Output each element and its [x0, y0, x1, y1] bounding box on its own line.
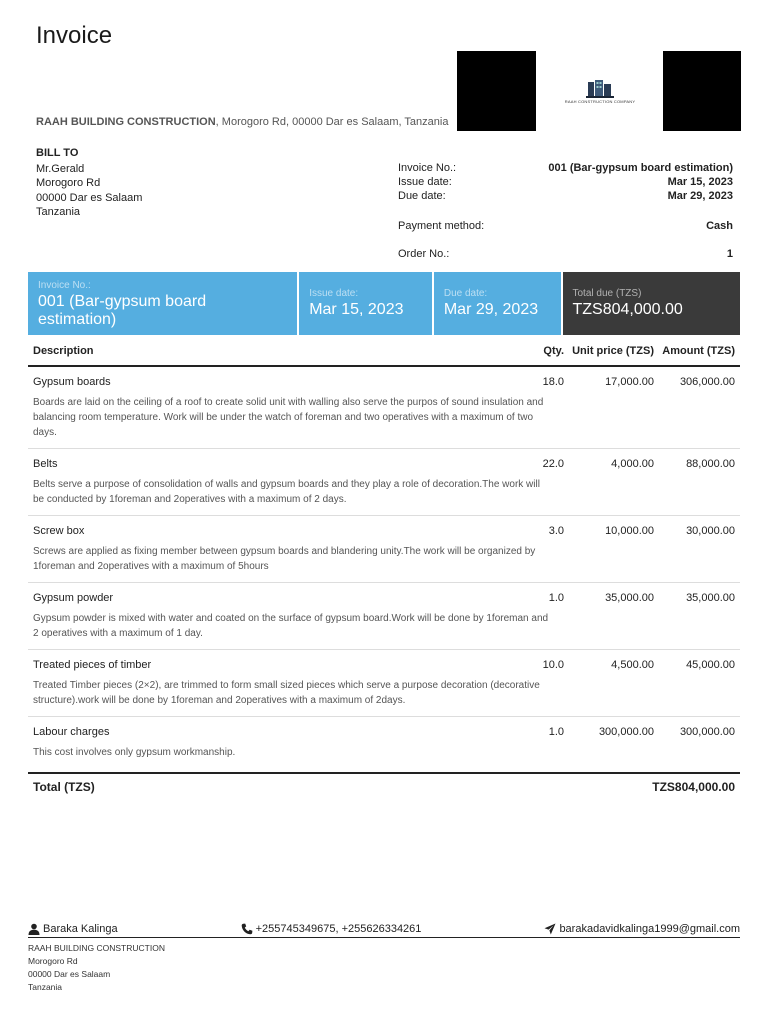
- meta-value: 001 (Bar-gypsum board estimation): [548, 162, 733, 174]
- banner-label: Due date:: [443, 288, 488, 299]
- item-qty: 22.0: [542, 458, 564, 470]
- footer-address-line: RAAH BUILDING CONSTRUCTION: [28, 943, 165, 953]
- meta-payment-method: [398, 219, 733, 233]
- item-qty: 3.0: [548, 525, 564, 537]
- table-row: [28, 583, 740, 650]
- send-icon: [544, 923, 556, 935]
- row-main: [33, 375, 735, 389]
- table-body: [28, 367, 740, 768]
- company-name: RAAH BUILDING CONSTRUCTION: [36, 116, 216, 128]
- banner-value: 001 (Bar-gypsum board estimation): [38, 293, 207, 328]
- total-line: [28, 772, 740, 794]
- item-name: Labour charges: [33, 726, 110, 738]
- item-qty: 18.0: [542, 376, 564, 388]
- contact-email: barakadavidkalinga1999@gmail.com: [559, 922, 740, 935]
- table-row: [28, 516, 740, 583]
- footer-phone: [241, 923, 422, 935]
- item-name: Gypsum boards: [33, 376, 111, 388]
- header-unit-price: Unit price (TZS): [572, 345, 654, 357]
- footer-address-line: Morogoro Rd: [28, 956, 78, 966]
- item-description: Belts serve a purpose of consolidation of walls and gypsum boards and they play a role of decoration.The work will be conducted by 1foreman and 2operatives with a maximum of 2 days.: [33, 479, 540, 505]
- bill-to-line: Tanzania: [36, 206, 81, 218]
- item-qty: 10.0: [542, 659, 564, 671]
- company-logo: [560, 78, 640, 114]
- bill-to-line: Morogoro Rd: [36, 177, 101, 189]
- header-amount: Amount (TZS): [662, 345, 735, 357]
- banner-value: Mar 15, 2023: [309, 301, 404, 318]
- phone-icon: [241, 923, 253, 935]
- row-main: [33, 457, 735, 471]
- item-description: Gypsum powder is mixed with water and coated on the surface of gypsum board.Work will be done by 1foreman and 2 operatives with a maximum of 1 day.: [33, 613, 549, 639]
- table-row: [28, 717, 740, 768]
- meta-label: Order No.:: [398, 248, 450, 260]
- total-label: Total (TZS): [33, 780, 95, 794]
- meta-value: 1: [726, 248, 733, 260]
- item-amount: 30,000.00: [686, 525, 735, 537]
- footer-contact: [28, 923, 118, 935]
- meta-value: Mar 29, 2023: [667, 190, 733, 202]
- item-unit-price: 4,000.00: [611, 458, 654, 470]
- meta-label: Issue date:: [398, 176, 452, 188]
- item-unit-price: 17,000.00: [605, 376, 654, 388]
- meta-order-no: [398, 247, 733, 261]
- item-name: Treated pieces of timber: [33, 659, 152, 671]
- item-description: This cost involves only gypsum workmanship.: [33, 747, 236, 758]
- item-amount: 300,000.00: [679, 726, 735, 738]
- banner-invoice-no: [28, 272, 297, 335]
- contact-name: Baraka Kalinga: [43, 922, 118, 935]
- page-title: Invoice: [36, 22, 113, 49]
- row-main: [33, 591, 735, 605]
- item-description: Boards are laid on the ceiling of a roof to create solid unit with walling also serve the purpos of sound insulation and balancing room temperature. Work will be under the watch of foreman and two operatives with a maximum of two days.: [33, 397, 544, 438]
- bill-to-label: BILL TO: [36, 147, 79, 159]
- footer-address: [28, 942, 165, 994]
- footer-address-line: Tanzania: [28, 982, 63, 992]
- meta-value: Mar 15, 2023: [667, 176, 733, 188]
- footer-email: [544, 923, 740, 935]
- row-main: [33, 725, 735, 739]
- item-unit-price: 300,000.00: [598, 726, 654, 738]
- banner-due-date: [434, 272, 561, 335]
- meta-label: Payment method:: [398, 220, 485, 232]
- item-amount: 88,000.00: [686, 458, 735, 470]
- header-description: Description: [33, 345, 94, 357]
- banner-label: Total due (TZS): [572, 288, 642, 299]
- item-name: Belts: [33, 458, 58, 470]
- banner-total-due: [563, 272, 741, 335]
- bill-to-line: Mr.Gerald: [36, 162, 85, 175]
- item-unit-price: 35,000.00: [605, 592, 654, 604]
- person-icon: [28, 923, 40, 935]
- meta-due-date: [398, 189, 733, 203]
- logo-text: RAAH CONSTRUCTION COMPANY: [564, 99, 636, 104]
- meta-issue-date: [398, 175, 733, 189]
- item-qty: 1.0: [548, 592, 564, 604]
- bill-to-section: [36, 146, 142, 220]
- item-amount: 306,000.00: [679, 376, 735, 388]
- invoice-meta: [398, 161, 733, 261]
- total-value: TZS804,000.00: [652, 780, 735, 794]
- company-address: , Morogoro Rd, 00000 Dar es Salaam, Tanzania: [215, 116, 449, 128]
- company-line: [36, 116, 448, 128]
- item-unit-price: 4,500.00: [611, 659, 654, 671]
- bill-to-line: 00000 Dar es Salaam: [36, 191, 143, 204]
- building-logo-icon: [586, 78, 614, 98]
- item-qty: 1.0: [548, 726, 564, 738]
- item-name: Screw box: [33, 525, 85, 537]
- redacted-block-left: [457, 51, 536, 131]
- summary-banner: [28, 272, 740, 335]
- item-unit-price: 10,000.00: [605, 525, 654, 537]
- meta-value: Cash: [706, 220, 733, 232]
- item-amount: 35,000.00: [686, 592, 735, 604]
- table-row: [28, 367, 740, 449]
- table-row: [28, 449, 740, 516]
- row-main: [33, 524, 735, 538]
- meta-label: Invoice No.:: [398, 162, 457, 174]
- row-main: [33, 658, 735, 672]
- header-qty: Qty.: [543, 345, 564, 357]
- table-header: [28, 337, 740, 367]
- banner-value: TZS804,000.00: [572, 301, 683, 318]
- table-row: [28, 650, 740, 717]
- redacted-block-right: [663, 51, 741, 131]
- item-name: Gypsum powder: [33, 592, 114, 604]
- banner-label: Issue date:: [309, 288, 359, 299]
- line-items-table: [28, 337, 740, 768]
- banner-value: Mar 29, 2023: [443, 301, 539, 318]
- footer-address-line: 00000 Dar es Salaam: [28, 969, 111, 979]
- item-amount: 45,000.00: [686, 659, 735, 671]
- meta-invoice-no: [398, 161, 733, 175]
- banner-issue-date: [299, 272, 432, 335]
- contact-phones: +255745349675, +255626334261: [255, 922, 422, 935]
- item-description: Treated Timber pieces (2×2), are trimmed to form small sized pieces which serve a purpose decoration (decorative structure).work will be done by 1foreman and 2operatives with a maximum of 2days.: [33, 680, 540, 706]
- meta-label: Due date:: [398, 190, 446, 202]
- banner-label: Invoice No.:: [38, 280, 91, 291]
- item-description: Screws are applied as fixing member between gypsum boards and blandering unity.The work will be organized by 1foreman and 2operatives with a maximum of 5hours: [33, 546, 536, 572]
- footer-contact-bar: [28, 920, 740, 938]
